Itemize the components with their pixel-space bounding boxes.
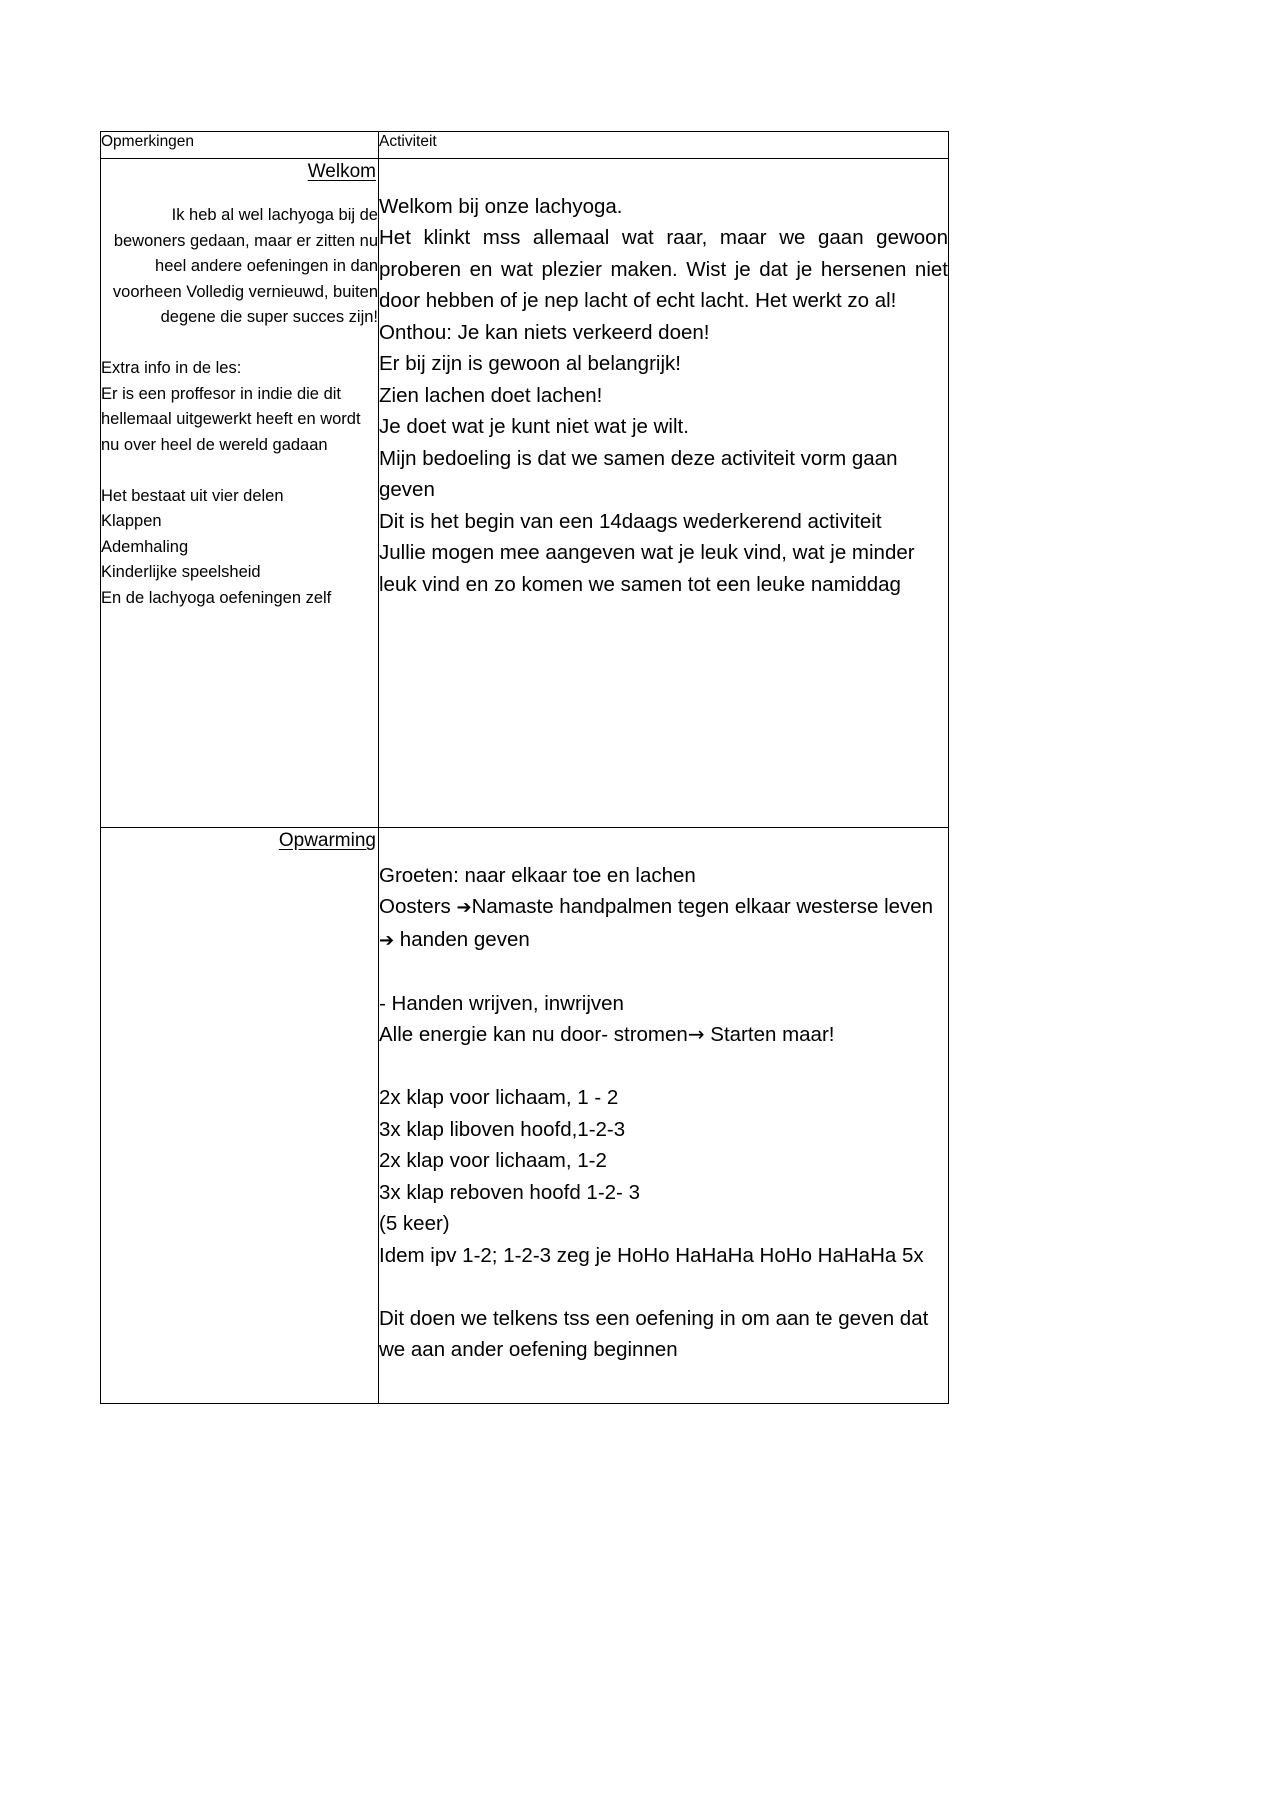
section-title-welkom: Welkom	[307, 161, 376, 182]
activity-line-klap: 3x klap reboven hoofd 1-2- 3	[379, 1180, 640, 1204]
column-header-activity: Activiteit	[379, 133, 437, 150]
activity-line-idem: Idem ipv 1-2; 1-2-3 zeg je HoHo HaHaHa HoHo HaHaHa 5x	[379, 1243, 924, 1267]
spacer	[379, 1271, 948, 1303]
lesson-plan-table	[100, 131, 949, 1404]
table-row	[101, 159, 949, 828]
header-cell-activity	[379, 132, 949, 159]
remarks-notes-welkom	[101, 203, 378, 611]
table-row	[101, 828, 949, 1404]
activity-line: Het klinkt mss allemaal wat raar, maar we gaan gewoon proberen en wat plezier maken. Wist je dat je hersenen niet door hebben of je nep lacht of echt lacht. Het werkt zo al!	[379, 226, 948, 312]
activity-line: Onthou: Je kan niets verkeerd doen!	[379, 320, 710, 344]
note-paragraph: En de lachyoga oefeningen zelf	[101, 588, 332, 607]
activity-line: Er bij zijn is gewoon al belangrijk!	[379, 352, 681, 375]
activity-line-groeten-forms	[379, 891, 948, 956]
note-paragraph: Er is een proffesor in indie die dit hellemaal uitgewerkt heeft en wordt nu over heel de wereld gadaan	[101, 384, 361, 454]
arrow-right-icon: →	[687, 1022, 705, 1046]
spacer	[101, 331, 378, 357]
activity-line: Dit is het begin van een 14daags wederkerend activiteit	[379, 509, 882, 533]
note-paragraph: Ademhaling	[101, 537, 189, 556]
activity-line: Mijn bedoeling is dat we samen deze activiteit vorm gaan geven	[379, 446, 898, 501]
spacer	[379, 159, 948, 191]
note-paragraph: Kinderlijke speelsheid	[101, 563, 261, 581]
note-paragraph: Klappen	[101, 512, 162, 530]
oosters-label: Oosters	[379, 895, 457, 918]
note-paragraph: Het bestaat uit vier delen	[101, 486, 284, 505]
activity-line-groeten: Groeten: naar elkaar toe en lachen	[379, 863, 696, 887]
arrow-right-bold-icon: ➔	[379, 929, 395, 951]
spacer	[379, 956, 948, 988]
activity-line-klap: 2x klap voor lichaam, 1-2	[379, 1149, 607, 1172]
note-paragraph: Extra info in de les:	[101, 359, 242, 377]
activity-cell-welkom	[379, 159, 949, 828]
activity-line: Je doet wat je kunt niet wat je wilt.	[379, 415, 689, 438]
header-cell-remarks	[101, 132, 379, 159]
activity-line-closing: Dit doen we telkens tss een oefening in om aan te geven dat we aan ander oefening beginnen	[379, 1306, 929, 1361]
note-paragraph: Ik heb al wel lachyoga bij de bewoners gedaan, maar er zitten nu heel andere oefeningen in dan voorheen Volledig vernieuwd, buiten degene die super succes zijn!	[112, 206, 378, 326]
energie-post: Starten maar!	[704, 1023, 835, 1046]
energie-pre: Alle energie kan nu door- stromen	[379, 1023, 688, 1046]
oosters-rest: Namaste handpalmen tegen elkaar westerse leven	[471, 895, 934, 918]
column-header-remarks: Opmerkingen	[101, 133, 195, 150]
spacer	[101, 458, 378, 484]
activity-text-opwarming	[379, 828, 948, 1366]
spacer	[379, 828, 948, 860]
activity-line: Zien lachen doet lachen!	[379, 383, 603, 407]
section-title-opwarming: Opwarming	[278, 830, 376, 851]
activity-line-klap: 3x klap liboven hoofd,1-2-3	[379, 1117, 626, 1141]
westerse-rest: handen geven	[394, 927, 530, 951]
activity-text-welkom	[379, 159, 948, 600]
activity-line: Jullie mogen mee aangeven wat je leuk vind, wat je minder leuk vind en zo komen we samen tot een leuke namiddag	[379, 541, 915, 596]
spacer	[379, 1051, 948, 1083]
table-header-row	[101, 132, 949, 159]
activity-line-klap: 2x klap voor lichaam, 1 - 2	[379, 1086, 619, 1109]
activity-line-energie	[379, 1019, 948, 1051]
activity-line-klap: (5 keer)	[379, 1212, 450, 1235]
activity-line-handen-wrijven: - Handen wrijven, inwrijven	[379, 991, 624, 1015]
arrow-right-bold-icon: ➔	[456, 897, 472, 918]
activity-cell-opwarming	[379, 828, 949, 1404]
activity-line: Welkom bij onze lachyoga.	[379, 194, 623, 218]
remarks-cell-opwarming	[101, 828, 379, 1404]
remarks-cell-welkom	[101, 159, 379, 828]
